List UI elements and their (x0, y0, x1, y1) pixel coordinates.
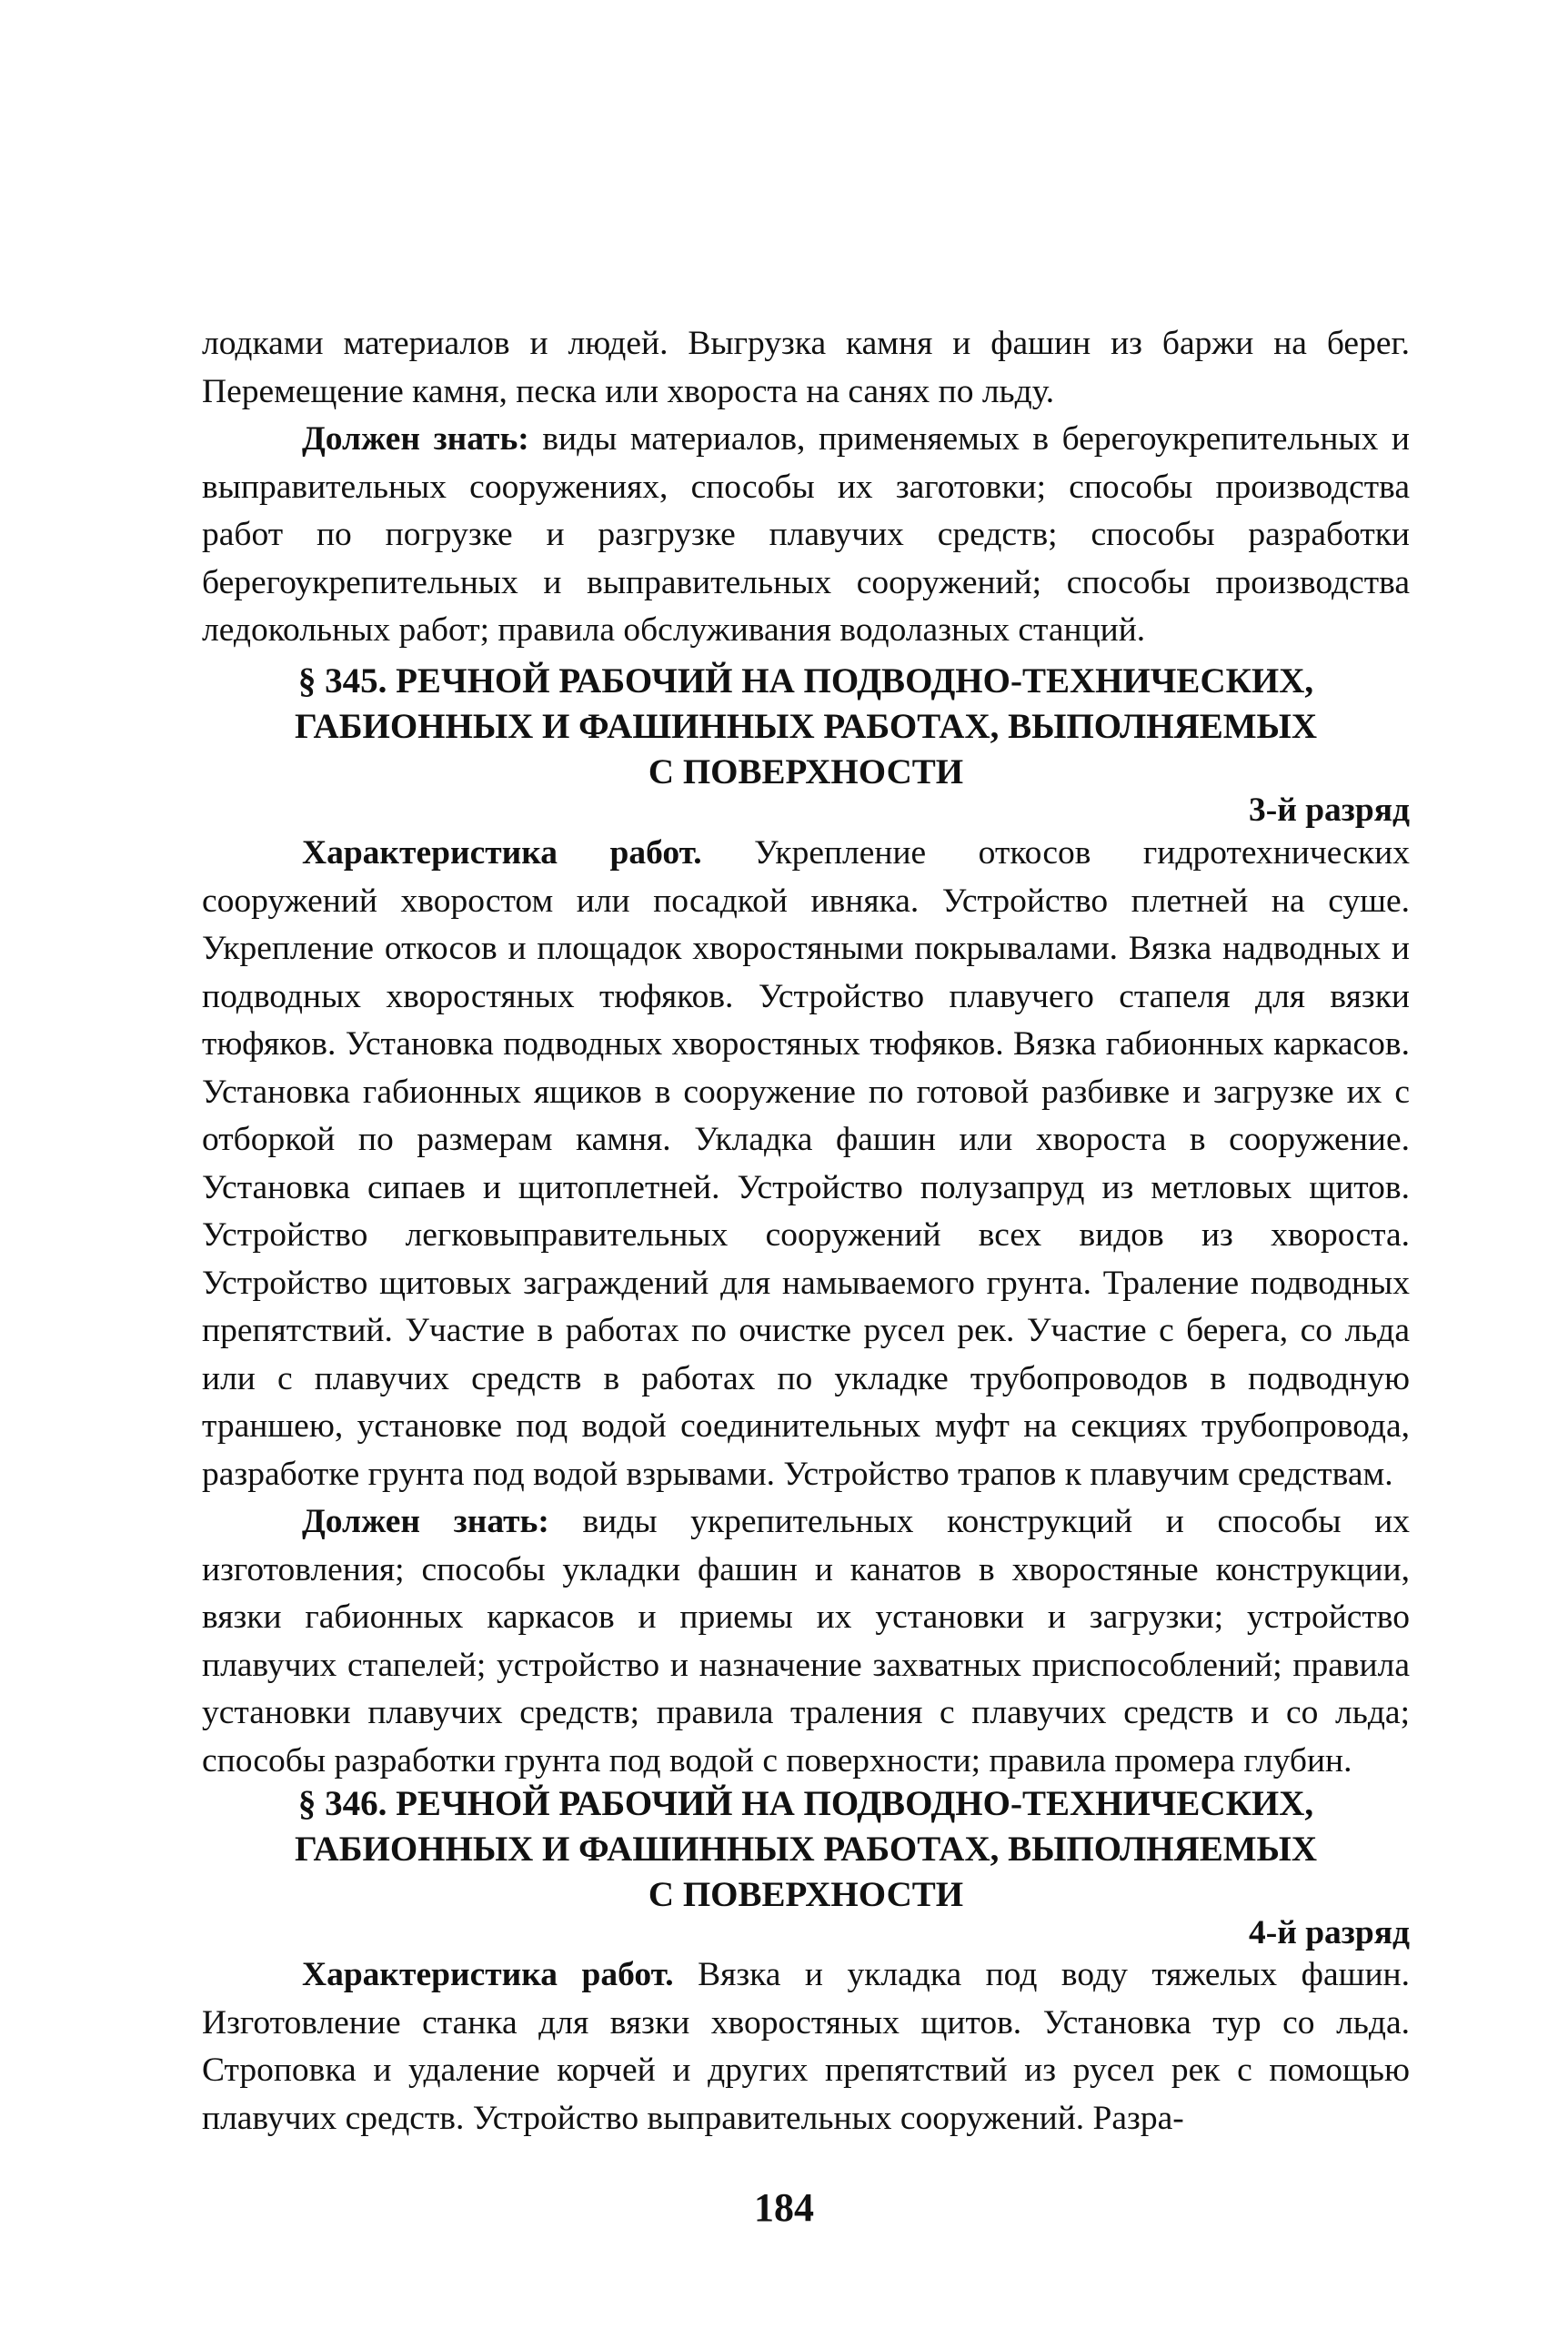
must-know-text: виды укрепительных конструкций и способы их изготовления; способы укладки фашин и канатов в хворостяные конструкции, вязки габионных каркасов и приемы их установки и загрузки; устройство плавучих стапелей; устройство и назначение захватных приспособлений; правила установки плавучих средств; правила траления с плавучих средств и со льда; способы разработки грунта под водой с поверхности; правила промера глубин. (202, 1503, 1410, 1780)
work-characteristics-text: Вязка и укладка под воду тяжелых фашин. Изготовление станка для вязки хворостяных щитов. Установка тур со льда. Строповка и удаление корчей и других препятствий из русел рек с помощью плавучих средств. Устройство выправительных сооружений. Разра- (202, 1956, 1410, 2137)
must-know-lead: Должен знать: (302, 1503, 549, 1540)
must-know-lead: Должен знать: (302, 420, 529, 458)
section-346-grade: 4-й разряд (1248, 1914, 1410, 1951)
must-know-text: виды материалов, применяемых в берегоукрепительных и выправительных сооружениях, способы их заготовки; способы производства работ по погрузке и разгрузке плавучих средств; способы разработки берегоукрепительных и выправительных сооружений; способы производства ледокольных работ; правила обслуживания водолазных станций. (202, 420, 1410, 649)
continued-paragraph: лодками материалов и людей. Выгрузка камня и фашин из баржи на берег. Перемещение камня, песка или хвороста на санях по льду. (202, 325, 1410, 410)
work-characteristics-text: Укрепление откосов гидротехнических сооружений хворостом или посадкой ивняка. Устройство плетней на суше. Укрепление откосов и площадок хворостяными покрывалами. Вязка надводных и подводных хворостяных тюфяков. Устройство плавучего стапеля для вязки тюфяков. Установка подводных хворостяных тюфяков. Вязка габионных каркасов. Установка габионных ящиков в сооружение по готовой разбивке и загрузке их с отборкой по размерам камня. Укладка фашин или хвороста в сооружение. Установка сипаев и щитоплетней. Устройство полузапруд из метловых щитов. Устройство легковыправительных сооружений всех видов из хвороста. Устройство щитовых заграждений для намываемого грунта. Траление подводных препятствий. Участие в работах по очистке русел рек. Участие с берега, со льда или с плавучих средств в работах по укладке трубопроводов в подводную траншею, установке под водой соединительных муфт на секциях трубопровода, разработке грунта под водой взрывами. Устройство трапов к плавучим средствам. (202, 834, 1410, 1493)
section-346-body (202, 1951, 1410, 2142)
section-345-grade: 3-й разряд (1248, 791, 1410, 829)
section-346-title: § 346. РЕЧНОЙ РАБОЧИЙ НА ПОДВОДНО-ТЕХНИЧЕСКИХ, ГАБИОННЫХ И ФАШИННЫХ РАБОТАХ, ВЫПОЛНЯЕМЫХ С ПОВЕРХНОСТИ (294, 1784, 1318, 1914)
work-characteristics-lead: Характеристика работ. (302, 1956, 674, 1993)
work-characteristics-lead: Характеристика работ. (302, 834, 702, 872)
work-characteristics-paragraph (202, 830, 1410, 1498)
work-characteristics-paragraph (202, 1951, 1410, 2142)
section-345-body (202, 830, 1410, 1785)
must-know-paragraph (202, 1498, 1410, 1785)
section-345-title: § 345. РЕЧНОЙ РАБОЧИЙ НА ПОДВОДНО-ТЕХНИЧЕСКИХ, ГАБИОННЫХ И ФАШИННЫХ РАБОТАХ, ВЫПОЛНЯЕМЫХ С ПОВЕРХНОСТИ (294, 661, 1318, 791)
must-know-paragraph (202, 416, 1410, 655)
page-number: 184 (754, 2185, 814, 2230)
continued-text-block (202, 320, 1410, 655)
